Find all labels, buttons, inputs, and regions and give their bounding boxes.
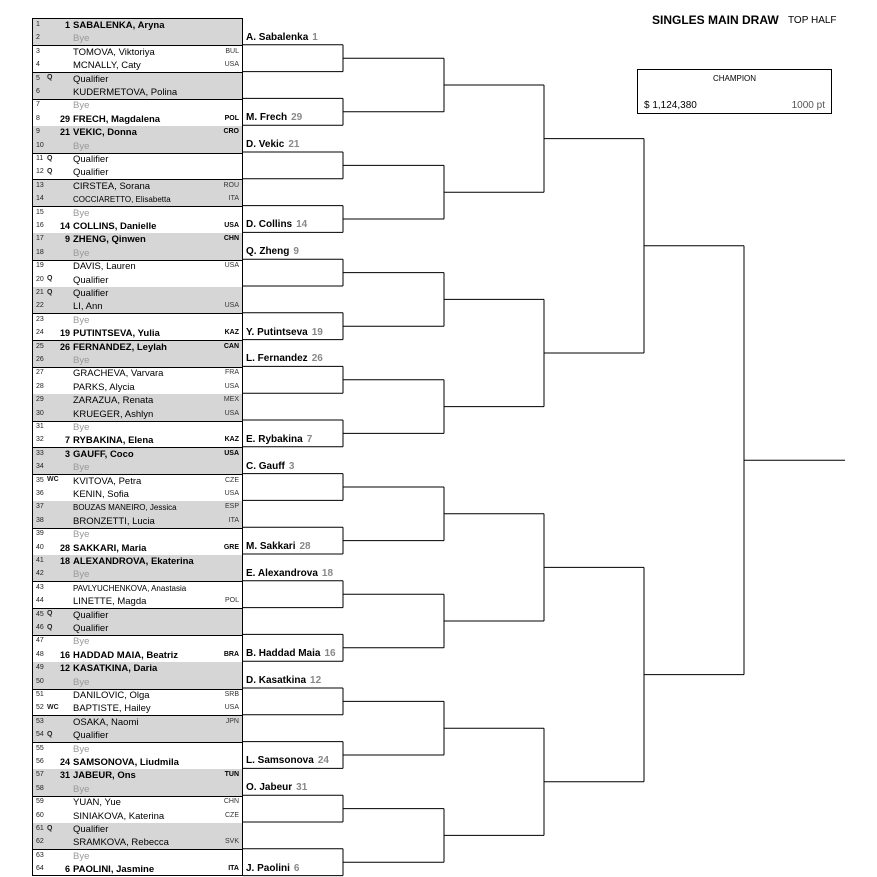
draw-number: 40 — [36, 543, 44, 551]
draw-number: 4 — [36, 61, 40, 69]
draw-number: 15 — [36, 208, 44, 216]
round2-player-seed: 19 — [311, 326, 323, 338]
player-name: GRACHEVA, Varvara — [73, 368, 164, 380]
draw-number: 28 — [36, 382, 44, 390]
player-name: ZARAZUA, Renata — [73, 395, 154, 407]
round2-player — [246, 541, 311, 552]
player-name: SAMSONOVA, Liudmila — [73, 757, 179, 768]
player-name: Bye — [73, 850, 90, 862]
country-code: CHN — [223, 798, 239, 806]
round2-player-seed: 21 — [288, 139, 300, 150]
round2-player-name: C. Gauff — [246, 460, 285, 472]
player-name: KENIN, Sofia — [73, 489, 129, 500]
round2-player-seed: 16 — [324, 648, 336, 660]
seed-number: 3 — [64, 448, 70, 459]
seed-number: 24 — [59, 757, 70, 767]
country-code: USA — [224, 61, 239, 69]
round2-player-seed: 7 — [306, 433, 313, 445]
round2-player-name: E. Rybakina — [246, 433, 303, 445]
round2-player — [246, 755, 329, 766]
draw-number: 19 — [36, 262, 44, 270]
player-name: SAKKARI, Maria — [73, 542, 147, 554]
player-name: JABEUR, Ons — [73, 770, 136, 782]
player-name: SABALENKA, Aryna — [73, 20, 165, 31]
player-name: Bye — [73, 207, 90, 219]
draw-number: 58 — [36, 784, 44, 792]
draw-number: 43 — [36, 583, 44, 591]
country-code: ITA — [228, 195, 239, 203]
country-code: USA — [224, 302, 239, 310]
draw-subtitle: TOP HALF — [788, 15, 837, 26]
round2-player-seed: 28 — [299, 541, 311, 552]
player-name: Qualifier — [73, 288, 109, 299]
draw-number: 37 — [36, 503, 44, 511]
country-code: USA — [224, 222, 239, 229]
round2-player-name: L. Fernandez — [246, 353, 308, 365]
country-code: TUN — [224, 771, 239, 779]
country-code: JPN — [225, 717, 239, 725]
country-code: BUL — [225, 47, 239, 55]
round2-player — [246, 434, 312, 445]
entry-status: Q — [47, 154, 53, 162]
player-name: KUDERMETOVA, Polina — [73, 87, 178, 98]
draw-number: 17 — [36, 235, 44, 243]
round2-player — [246, 863, 299, 874]
draw-number: 26 — [36, 356, 44, 363]
player-name: BAPTISTE, Hailey — [73, 703, 151, 715]
round2-player-name: B. Haddad Maia — [246, 648, 321, 660]
draw-number: 52 — [36, 704, 44, 712]
draw-number: 46 — [36, 624, 44, 631]
player-name: RYBAKINA, Elena — [73, 435, 154, 447]
draw-number: 54 — [36, 731, 44, 739]
draw-number: 57 — [36, 771, 44, 779]
draw-number: 8 — [36, 114, 40, 122]
player-name: Bye — [73, 569, 90, 581]
round2-player — [246, 327, 323, 338]
player-name: Bye — [73, 422, 90, 433]
draw-number: 11 — [36, 155, 44, 162]
round2-player — [246, 461, 294, 472]
country-code: CHN — [223, 235, 239, 243]
draw-number: 18 — [36, 248, 44, 256]
round2-player-name: J. Paolini — [246, 862, 290, 874]
draw-number: 1 — [36, 21, 40, 28]
draw-number: 36 — [36, 490, 44, 497]
player-name: YUAN, Yue — [73, 797, 121, 809]
round2-player-seed: 31 — [296, 782, 308, 794]
draw-number: 31 — [36, 423, 44, 430]
draw-number: 30 — [36, 409, 44, 417]
draw-number: 51 — [36, 691, 44, 698]
country-code: CRO — [223, 128, 239, 136]
player-name: KRUEGER, Ashlyn — [73, 408, 154, 420]
entry-status: Q — [47, 167, 53, 175]
draw-number: 33 — [36, 449, 44, 457]
draw-number: 53 — [36, 717, 44, 725]
round2-player — [246, 648, 336, 659]
player-name: COLLINS, Danielle — [73, 221, 157, 232]
player-name: CIRSTEA, Sorana — [73, 180, 151, 192]
player-name: Bye — [73, 529, 90, 541]
player-name: Bye — [73, 676, 90, 688]
draw-number: 39 — [36, 530, 44, 538]
round2-player — [246, 353, 323, 364]
round2-player-name: L. Samsonova — [246, 755, 314, 767]
country-code: USA — [224, 262, 239, 270]
country-code: FRA — [225, 369, 239, 377]
country-code: CZE — [225, 476, 239, 484]
round2-player-seed: 26 — [311, 353, 323, 365]
player-name: KVITOVA, Petra — [73, 475, 142, 487]
country-code: ITA — [228, 865, 239, 873]
player-name: GAUFF, Coco — [73, 448, 134, 460]
round2-player-seed: 24 — [317, 755, 329, 767]
entry-status: WC — [47, 476, 59, 484]
round2-player-name: M. Frech — [246, 112, 288, 124]
draw-number: 23 — [36, 315, 44, 323]
player-name: DAVIS, Lauren — [73, 261, 136, 273]
player-name: COCCIARETTO, Elisabetta — [73, 195, 171, 205]
player-name: ALEXANDROVA, Ekaterina — [73, 556, 194, 567]
draw-number: 12 — [36, 168, 44, 176]
draw-number: 14 — [36, 195, 44, 203]
country-code: ROU — [223, 181, 239, 189]
draw-number: 45 — [36, 610, 44, 618]
round2-player-seed: 1 — [312, 31, 318, 43]
draw-number: 49 — [36, 664, 44, 672]
seed-number: 1 — [64, 20, 70, 30]
draw-number: 25 — [36, 342, 44, 350]
country-code: USA — [224, 382, 239, 390]
round2-player-seed: 29 — [291, 112, 303, 124]
player-name: ZHENG, Qinwen — [73, 234, 146, 246]
draw-number: 24 — [36, 329, 44, 337]
draw-number: 35 — [36, 476, 44, 484]
draw-number: 7 — [36, 101, 40, 109]
player-name: Qualifier — [73, 73, 109, 85]
country-code: BRA — [223, 650, 239, 658]
player-name: PARKS, Alycia — [73, 381, 135, 393]
country-code: USA — [224, 490, 239, 497]
round2-player-seed: 18 — [321, 567, 334, 579]
player-name: MCNALLY, Caty — [73, 60, 141, 72]
draw-number: 38 — [36, 516, 44, 524]
country-code: POL — [224, 597, 239, 605]
champion-points: 1000 pt — [791, 100, 825, 111]
country-code: USA — [224, 449, 239, 457]
player-name: HADDAD MAIA, Beatriz — [73, 649, 179, 661]
player-name: SINIAKOVA, Katerina — [73, 810, 165, 822]
draw-number: 63 — [36, 851, 44, 859]
player-name: Qualifier — [73, 167, 109, 179]
draw-number: 50 — [36, 677, 44, 685]
country-code: SVK — [224, 838, 239, 846]
seed-number: 6 — [64, 864, 70, 875]
round2-player-name: E. Alexandrova — [246, 567, 318, 579]
round2-player-name: A. Sabalenka — [246, 31, 309, 43]
seed-number: 14 — [59, 221, 70, 231]
player-name: Qualifier — [73, 609, 109, 621]
player-name: FERNANDEZ, Leylah — [73, 341, 167, 353]
entry-status: Q — [47, 610, 53, 618]
draw-number: 41 — [36, 557, 44, 564]
round2-player-name: D. Vekic — [246, 139, 285, 150]
draw-title: SINGLES MAIN DRAW — [652, 13, 779, 27]
player-name: KASATKINA, Daria — [73, 663, 158, 675]
player-name: DANILOVIC, Olga — [73, 690, 150, 701]
player-name: LI, Ann — [73, 301, 103, 313]
player-name: TOMOVA, Viktoriya — [73, 46, 155, 58]
draw-number: 55 — [36, 744, 44, 752]
draw-number: 44 — [36, 597, 44, 605]
round2-player-seed: 6 — [293, 862, 300, 874]
draw-number: 42 — [36, 570, 44, 578]
player-name: Bye — [73, 140, 90, 152]
draw-number: 2 — [36, 34, 40, 42]
player-name: BOUZAS MANEIRO, Jessica — [73, 503, 177, 513]
draw-number: 34 — [36, 463, 44, 471]
round2-player — [246, 112, 302, 123]
draw-number: 60 — [36, 811, 44, 819]
player-name: SRAMKOVA, Rebecca — [73, 837, 169, 849]
entry-status: Q — [47, 74, 53, 82]
draw-number: 61 — [36, 825, 44, 832]
draw-number: 6 — [36, 88, 40, 95]
player-name: Bye — [73, 314, 90, 326]
draw-number: 21 — [36, 289, 44, 296]
player-name: Bye — [73, 355, 90, 366]
seed-number: 31 — [59, 770, 70, 781]
seed-number: 26 — [59, 341, 70, 352]
player-name: PAOLINI, Jasmine — [73, 864, 155, 876]
country-code: MEX — [223, 396, 239, 404]
country-code: CZE — [225, 811, 239, 819]
seed-number: 12 — [59, 663, 70, 674]
round2-player-seed: 9 — [293, 246, 299, 258]
round2-player-seed: 14 — [296, 219, 308, 231]
seed-number: 29 — [59, 113, 70, 124]
country-code: USA — [224, 704, 239, 712]
draw-number: 59 — [36, 798, 44, 806]
draw-number: 62 — [36, 838, 44, 846]
country-code: ITA — [228, 516, 239, 524]
player-name: Bye — [73, 743, 90, 755]
round2-player-seed: 12 — [310, 675, 322, 686]
champion-prize: $ 1,124,380 — [644, 100, 697, 111]
seed-number: 7 — [64, 435, 70, 446]
draw-number: 48 — [36, 650, 44, 658]
entry-status: Q — [47, 288, 53, 296]
country-code: ESP — [224, 503, 239, 511]
draw-number: 20 — [36, 275, 44, 283]
country-code: KAZ — [224, 436, 239, 444]
draw-number: 29 — [36, 396, 44, 404]
country-code: USA — [224, 409, 239, 417]
seed-number: 21 — [59, 127, 70, 138]
round2-player — [246, 675, 321, 686]
player-name: Bye — [73, 247, 90, 259]
country-code: SRB — [224, 691, 239, 698]
player-name: LINETTE, Magda — [73, 596, 147, 608]
round2-player-seed: 3 — [288, 460, 295, 472]
entry-status: WC — [47, 703, 59, 711]
player-name: Bye — [73, 100, 90, 112]
player-name: PUTINTSEVA, Yulia — [73, 328, 160, 340]
country-code: KAZ — [224, 329, 239, 337]
country-code: CAN — [223, 342, 239, 350]
player-name: PAVLYUCHENKOVA, Anastasia — [73, 583, 187, 593]
player-name: FRECH, Magdalena — [73, 113, 161, 125]
player-name: Bye — [73, 636, 90, 648]
player-name: Bye — [73, 783, 90, 795]
draw-number: 10 — [36, 141, 44, 149]
entry-status: Q — [47, 730, 53, 738]
player-name: Qualifier — [73, 623, 109, 634]
player-name: Qualifier — [73, 824, 109, 835]
champion-label: CHAMPION — [712, 74, 757, 83]
round2-player — [246, 568, 333, 579]
country-code: POL — [224, 114, 239, 122]
player-name: Bye — [73, 33, 90, 45]
round2-player-name: Y. Putintseva — [246, 326, 308, 338]
round2-player — [246, 219, 307, 230]
player-name: BRONZETTI, Lucia — [73, 515, 155, 527]
round2-player-name: Q. Zheng — [246, 246, 290, 258]
draw-number: 47 — [36, 637, 44, 645]
draw-number: 5 — [36, 74, 40, 82]
draw-number: 16 — [36, 222, 44, 229]
draw-number: 9 — [36, 128, 40, 136]
round2-player-name: D. Kasatkina — [246, 675, 307, 686]
entry-status: Q — [47, 824, 53, 832]
draw-number: 13 — [36, 181, 44, 189]
draw-number: 27 — [36, 369, 44, 377]
round2-player-name: D. Collins — [246, 219, 293, 231]
player-name: Bye — [73, 462, 90, 474]
seed-number: 28 — [59, 542, 70, 553]
draw-number: 22 — [36, 302, 44, 310]
draw-number: 64 — [36, 865, 44, 873]
seed-number: 9 — [64, 234, 70, 245]
round2-player — [246, 246, 299, 257]
round2-player-name: O. Jabeur — [246, 782, 293, 794]
draw-number: 32 — [36, 436, 44, 444]
player-name: Qualifier — [73, 730, 109, 742]
round2-player — [246, 782, 307, 793]
seed-number: 16 — [59, 649, 70, 660]
draw-number: 3 — [36, 47, 40, 55]
seed-number: 19 — [59, 328, 70, 339]
player-name: Qualifier — [73, 274, 109, 286]
entry-status: Q — [47, 275, 53, 283]
round2-player — [246, 32, 318, 43]
entry-status: Q — [47, 623, 53, 631]
round2-player-name: M. Sakkari — [246, 541, 296, 552]
player-name: VEKIC, Donna — [73, 127, 137, 139]
round2-player — [246, 139, 299, 150]
country-code: GRE — [223, 543, 239, 551]
draw-number: 56 — [36, 758, 44, 765]
player-name: OSAKA, Naomi — [73, 716, 139, 728]
seed-number: 18 — [59, 556, 70, 566]
player-name: Qualifier — [73, 154, 109, 165]
